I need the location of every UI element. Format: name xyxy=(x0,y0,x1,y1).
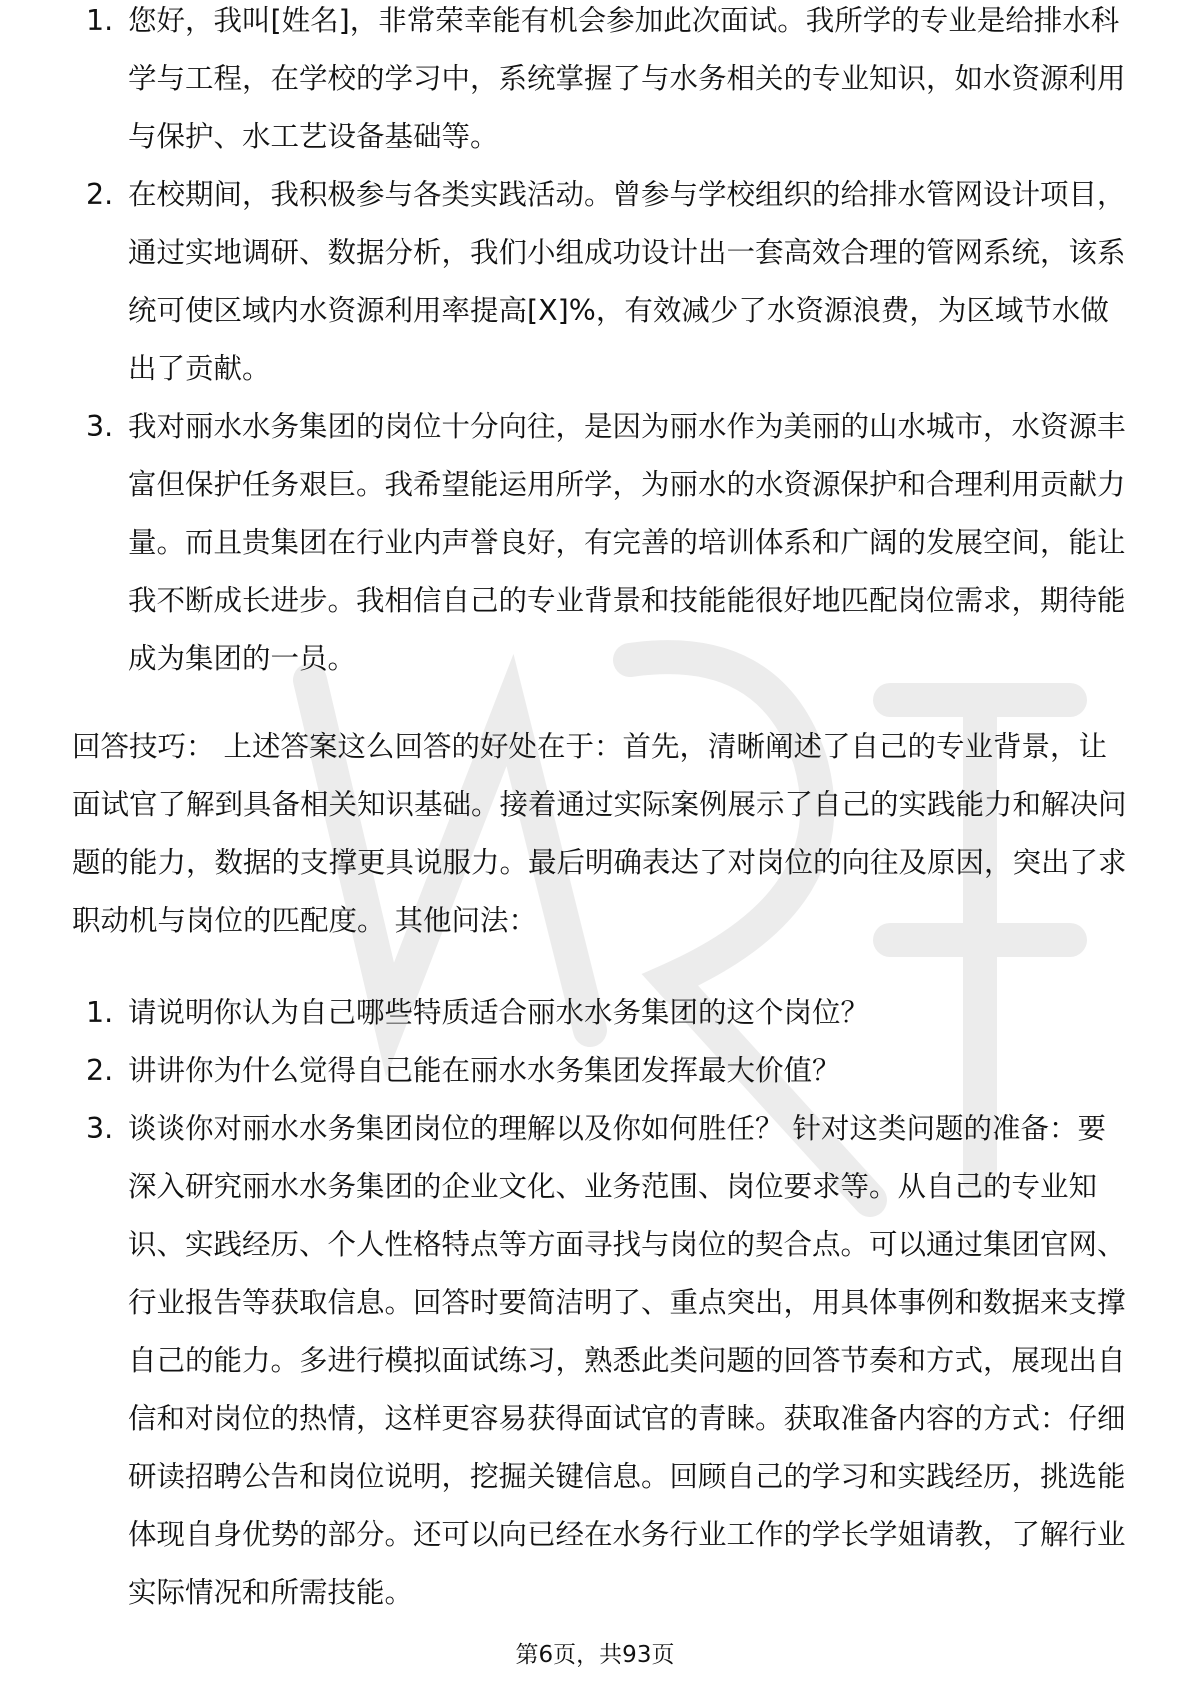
list-item-number: 1. xyxy=(86,4,114,37)
list-item xyxy=(72,0,1132,166)
list-item-text: 我对丽水水务集团的岗位十分向往，是因为丽水作为美丽的山水城市，水资源丰富但保护任务艰巨。我希望能运用所学，为丽水的水资源保护和合理利用贡献力量。而且贵集团在行业内声誉良好，有完善的培训体系和广阔的发展空间，能让我不断成长进步。我相信自己的专业背景和技能能很好地匹配岗位需求，期待能成为集团的一员。 xyxy=(128,410,1126,675)
list-item-text: 请说明你认为自己哪些特质适合丽水水务集团的这个岗位？ xyxy=(128,996,870,1029)
list-item xyxy=(72,1042,1132,1100)
list-item xyxy=(72,166,1132,398)
list-item xyxy=(72,984,1132,1042)
answer-list xyxy=(72,0,1132,688)
list-item-text: 谈谈你对丽水水务集团岗位的理解以及你如何胜任？ 针对这类问题的准备：要深入研究丽水水务集团的企业文化、业务范围、岗位要求等。从自己的专业知识、实践经历、个人性格特点等方面寻找与岗位的契合点。可以通过集团官网、行业报告等获取信息。回答时要简洁明了、重点突出，用具体事例和数据来支撑自己的能力。多进行模拟面试练习，熟悉此类问题的回答节奏和方式，展现出自信和对岗位的热情，这样更容易获得面试官的青睐。获取准备内容的方式：仔细研读招聘公告和岗位说明，挖掘关键信息。回顾自己的学习和实践经历，挑选能体现自身优势的部分。还可以向已经在水务行业工作的学长学姐请教，了解行业实际情况和所需技能。 xyxy=(128,1112,1126,1609)
list-item-text: 讲讲你为什么觉得自己能在丽水水务集团发挥最大价值？ xyxy=(128,1054,841,1087)
list-item-number: 3. xyxy=(86,410,114,443)
list-item-text: 在校期间，我积极参与各类实践活动。曾参与学校组织的给排水管网设计项目，通过实地调研、数据分析，我们小组成功设计出一套高效合理的管网系统，该系统可使区域内水资源利用率提高[X]%，有效减少了水资源浪费，为区域节水做出了贡献。 xyxy=(128,178,1126,385)
list-item-number: 3. xyxy=(86,1112,114,1145)
list-item-number: 2. xyxy=(86,178,114,211)
list-item-number: 1. xyxy=(86,996,114,1029)
alternative-questions-list xyxy=(72,984,1132,1622)
page-number-footer: 第6页，共93页 xyxy=(515,1642,675,1668)
document-body xyxy=(72,0,1132,1622)
list-item xyxy=(72,398,1132,688)
list-item xyxy=(72,1100,1132,1622)
answer-tips-paragraph: 回答技巧： 上述答案这么回答的好处在于：首先，清晰阐述了自己的专业背景，让面试官了解到具备相关知识基础。接着通过实际案例展示了自己的实践能力和解决问题的能力，数据的支撑更具说服力。最后明确表达了对岗位的向往及原因，突出了求职动机与岗位的匹配度。 其他问法： xyxy=(72,730,1127,937)
list-item-number: 2. xyxy=(86,1054,114,1087)
list-item-text: 您好，我叫[姓名]，非常荣幸能有机会参加此次面试。我所学的专业是给排水科学与工程，在学校的学习中，系统掌握了与水务相关的专业知识，如水资源利用与保护、水工艺设备基础等。 xyxy=(128,4,1126,153)
